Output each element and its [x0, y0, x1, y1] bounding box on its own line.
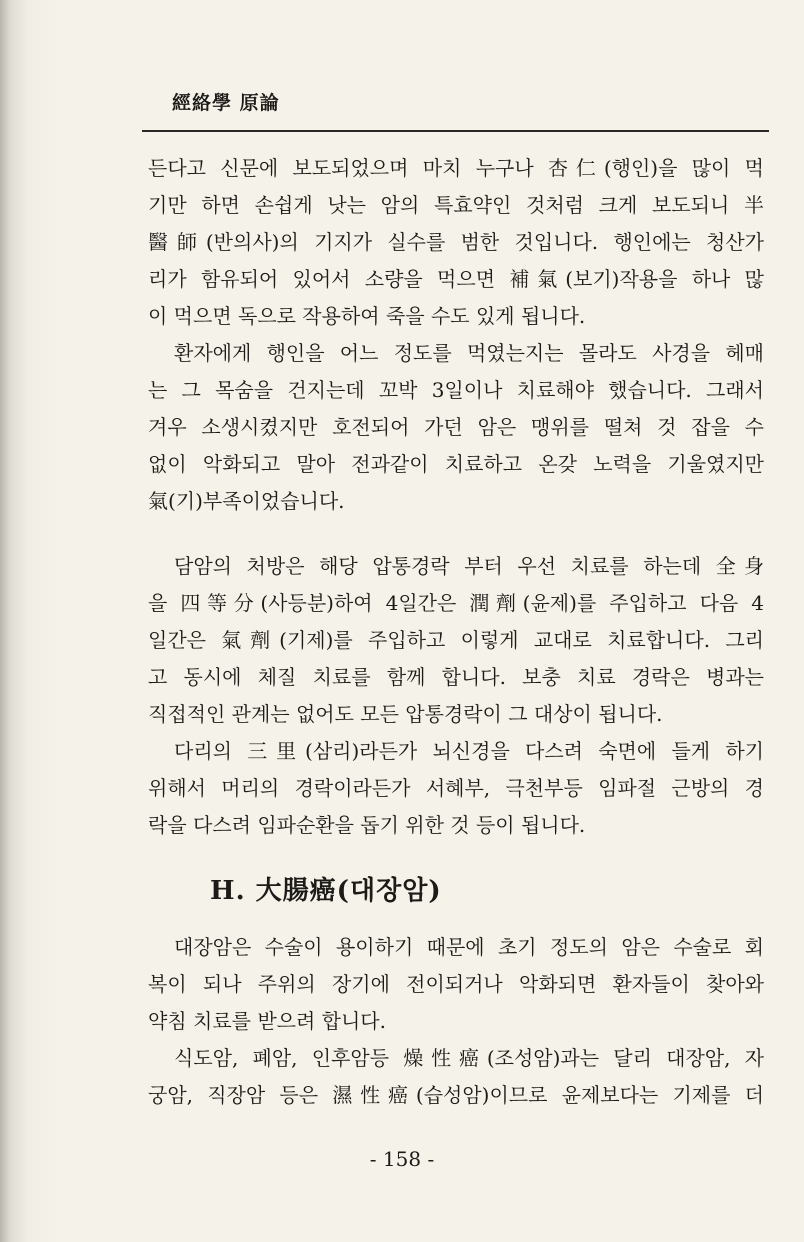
- paragraph: [148, 150, 764, 335]
- text-line: 고 동시에 체질 치료를 함께 합니다. 보충 치료 경락은 병과는: [148, 665, 764, 689]
- paragraph-gap: [148, 520, 764, 548]
- text-line: 복이 되나 주위의 장기에 전이되거나 악화되면 환자들이 찾아와: [148, 972, 764, 996]
- text-line: 락을 다스려 임파순환을 돕기 위한 것 등이 됩니다.: [148, 813, 586, 837]
- text-line: 위해서 머리의 경락이라든가 서혜부, 극천부등 임파절 근방의 경: [148, 776, 764, 800]
- header-rule: [142, 130, 769, 132]
- paragraph: [148, 929, 764, 1040]
- text-line: 기만 하면 손쉽게 낫는 암의 특효약인 것처럼 크게 보도되니 半: [148, 193, 764, 217]
- text-line: 氣(기)부족이었습니다.: [148, 489, 345, 513]
- text-line: 대장암은 수술이 용이하기 때문에 초기 정도의 암은 수술로 회: [174, 935, 764, 959]
- text-line: 약침 치료를 받으려 합니다.: [148, 1009, 386, 1033]
- text-line: 직접적인 관계는 없어도 모든 압통경락이 그 대상이 됩니다.: [148, 702, 663, 726]
- paragraph: [148, 733, 764, 844]
- text-line: 리가 함유되어 있어서 소량을 먹으면 補氣(보기)작용을 하나 많: [148, 267, 764, 291]
- paragraph: [148, 548, 764, 733]
- text-line: 든다고 신문에 보도되었으며 마치 누구나 杏仁(행인)을 많이 먹: [148, 156, 764, 180]
- text-line: 식도암, 폐암, 인후암등 燥性癌(조성암)과는 달리 대장암, 자: [174, 1046, 764, 1070]
- text-line: 일간은 氣劑(기제)를 주입하고 이렇게 교대로 치료합니다. 그리: [148, 628, 764, 652]
- text-line: 다리의 三里(삼리)라든가 뇌신경을 다스려 숙면에 들게 하기: [174, 739, 764, 763]
- page-number: - 158 -: [369, 1147, 435, 1171]
- text-line: 겨우 소생시켰지만 호전되어 가던 암은 맹위를 떨쳐 것 잡을 수: [148, 415, 764, 439]
- section-title: H. 大腸癌(대장암): [210, 876, 442, 906]
- paragraph: [148, 335, 764, 520]
- text-line: 없이 악화되고 말아 전과같이 치료하고 온갖 노력을 기울였지만: [148, 452, 764, 476]
- text-line: 醫師(반의사)의 기지가 실수를 범한 것입니다. 행인에는 청산가: [148, 230, 764, 254]
- paragraph: [148, 1040, 764, 1114]
- text-line: 이 먹으면 독으로 작용하여 죽을 수도 있게 됩니다.: [148, 304, 586, 328]
- text-line: 을 四等分(사등분)하여 4일간은 潤劑(윤제)를 주입하고 다음 4: [148, 591, 764, 615]
- text-line: 는 그 목숨을 건지는데 꼬박 3일이나 치료해야 했습니다. 그래서: [148, 378, 764, 402]
- text-line: 환자에게 행인을 어느 정도를 먹였는지는 몰라도 사경을 헤매: [174, 341, 764, 365]
- text-line: 담암의 처방은 해당 압통경락 부터 우선 치료를 하는데 全身: [174, 554, 764, 578]
- running-header: 經絡學 原論: [172, 92, 280, 114]
- body-text: [148, 150, 764, 1114]
- text-line: 궁암, 직장암 등은 濕性癌(습성암)이므로 윤제보다는 기제를 더: [148, 1083, 764, 1107]
